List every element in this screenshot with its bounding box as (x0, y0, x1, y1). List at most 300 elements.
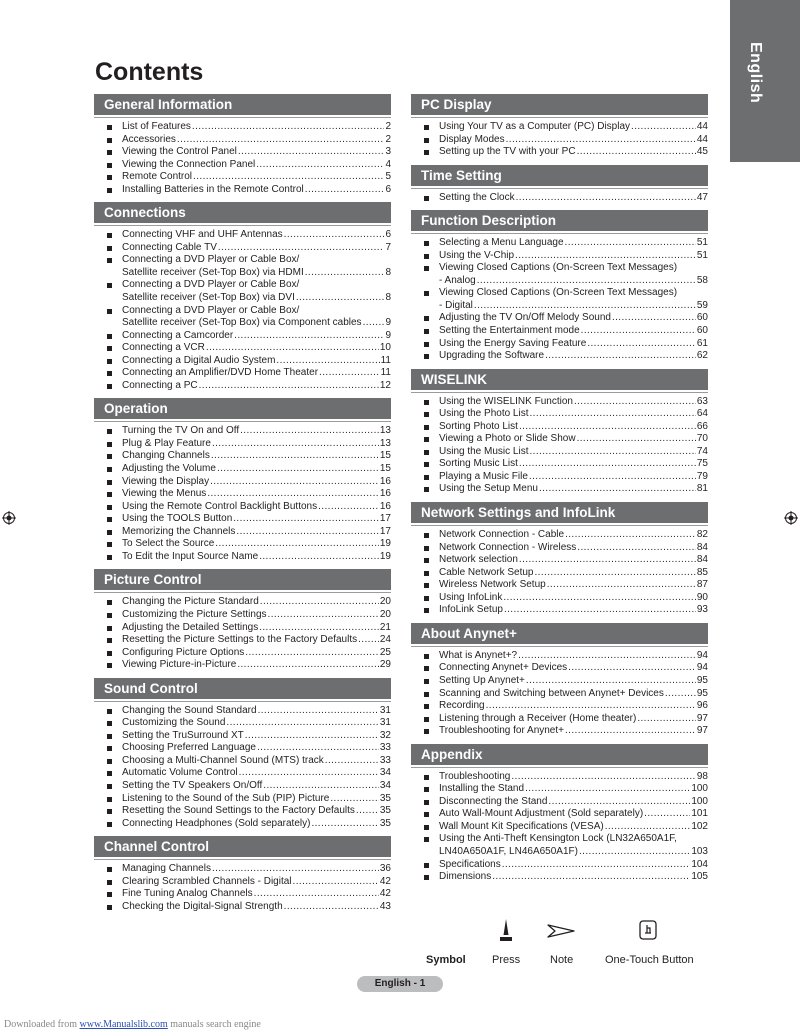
toc-entry-line (122, 134, 391, 147)
toc-page-number: 51 (696, 249, 708, 261)
toc-entry[interactable] (423, 650, 708, 663)
toc-entry-line (122, 330, 391, 343)
toc-entry[interactable] (423, 433, 708, 446)
dot-leader (545, 350, 696, 363)
toc-entry[interactable] (423, 725, 708, 738)
toc-entry-title: Remote Control (122, 171, 193, 183)
toc-page-number: 19 (379, 538, 391, 550)
toc-page-number: 100 (691, 783, 708, 795)
toc-entry[interactable] (423, 350, 708, 363)
toc-entry-line (122, 501, 391, 514)
section-sound-control (94, 678, 391, 830)
toc-page-number: 2 (385, 121, 391, 132)
toc-entry[interactable] (423, 262, 708, 287)
toc-entry-line (439, 662, 708, 675)
toc-entry-title: LN40A650A1F, LN46A650A1F) (439, 845, 578, 857)
manualslib-link[interactable]: www.Manualslib.com (79, 1019, 168, 1030)
toc-entry[interactable] (423, 421, 708, 434)
toc-page-number: 13 (379, 425, 391, 437)
toc-entry-title: Setting the Clock (439, 191, 515, 203)
toc-page-number: 94 (696, 662, 708, 674)
section-connections (94, 202, 391, 392)
toc-page-number: 31 (379, 717, 391, 729)
toc-entry[interactable] (423, 579, 708, 592)
toc-entry[interactable] (106, 609, 391, 622)
toc-entry[interactable] (106, 876, 391, 889)
toc-page-number: 9 (385, 317, 391, 329)
toc-page-number: 58 (696, 274, 708, 286)
toc-entry-title: Display Modes (439, 133, 505, 145)
toc-page-number: 44 (696, 133, 708, 145)
dot-leader (502, 859, 691, 872)
toc-entry[interactable] (106, 355, 391, 368)
dot-leader (539, 483, 696, 496)
toc-entry[interactable] (106, 305, 391, 330)
toc-entry[interactable] (423, 250, 708, 263)
toc-entry[interactable] (106, 596, 391, 609)
dot-leader (363, 317, 385, 330)
toc-entry-line (439, 237, 708, 250)
toc-entry-line (439, 808, 708, 821)
toc-entry-line (122, 622, 391, 635)
toc-entry[interactable] (106, 647, 391, 660)
section-pc-display (411, 94, 708, 159)
toc-entry-first-line: Using the Anti-Theft Kensington Lock (LN32A650A1F, (439, 833, 677, 845)
toc-page-number: 16 (379, 500, 391, 512)
toc-entry-line (122, 551, 391, 564)
toc-entry[interactable] (106, 476, 391, 489)
dot-leader (548, 796, 690, 809)
dot-leader (240, 425, 379, 438)
toc-entry-title: Viewing a Photo or Slide Show (439, 433, 576, 445)
toc-entry[interactable] (106, 526, 391, 539)
toc-page-number: 60 (696, 325, 708, 337)
toc-entry-title: Using the WISELINK Function (439, 395, 573, 407)
toc-entry[interactable] (423, 408, 708, 421)
toc-entry[interactable] (423, 446, 708, 459)
toc-entry[interactable] (423, 325, 708, 338)
toc-entry-line (122, 513, 391, 526)
toc-entry[interactable] (423, 713, 708, 726)
toc-page-number: 10 (379, 342, 391, 354)
toc-entry[interactable] (106, 793, 391, 806)
toc-entry[interactable] (106, 279, 391, 304)
dot-leader (256, 159, 384, 172)
toc-entry-title: - Analog (439, 274, 476, 286)
toc-entry-line (439, 871, 708, 884)
toc-entry[interactable] (423, 529, 708, 542)
dot-leader (245, 647, 379, 660)
dot-leader (587, 338, 696, 351)
toc-entry-title: Changing Channels (122, 450, 210, 462)
dot-leader (260, 596, 379, 609)
toc-entry[interactable] (423, 604, 708, 617)
dot-leader (206, 342, 379, 355)
toc-page-number: 8 (385, 292, 391, 304)
toc-page-number: 4 (385, 158, 391, 170)
toc-entry-line (122, 863, 391, 876)
toc-entry-line (122, 805, 391, 818)
dot-leader (529, 446, 695, 459)
toc-entry-line (122, 450, 391, 463)
dot-leader (525, 783, 690, 796)
toc-page-number: 20 (379, 596, 391, 608)
toc-page-number: 102 (691, 820, 708, 832)
toc-entry[interactable] (106, 380, 391, 393)
toc-entry[interactable] (423, 471, 708, 484)
toc-entry-title: Using the V-Chip (439, 249, 515, 261)
toc-entry-title: Choosing Preferred Language (122, 742, 256, 754)
dot-leader (644, 808, 690, 821)
toc-entry-title: Setting the Entertainment mode (439, 325, 580, 337)
toc-entry[interactable] (106, 622, 391, 635)
note-icon (547, 924, 575, 938)
toc-entry[interactable] (106, 901, 391, 914)
section-heading: Channel Control (94, 836, 391, 857)
dot-leader (511, 771, 696, 784)
toc-entry-line (122, 596, 391, 609)
toc-entry-line (439, 771, 708, 784)
toc-entry[interactable] (423, 783, 708, 796)
section-heading: Connections (94, 202, 391, 223)
toc-entry-title: Checking the Digital-Signal Strength (122, 900, 283, 912)
dot-leader (239, 767, 379, 780)
toc-entry-title: What is Anynet+? (439, 649, 518, 661)
toc-entry[interactable] (106, 501, 391, 514)
toc-page-number: 47 (696, 191, 708, 203)
toc-entry[interactable] (106, 755, 391, 768)
toc-entry-line (122, 634, 391, 647)
toc-entry[interactable] (106, 767, 391, 780)
toc-entry[interactable] (423, 700, 708, 713)
toc-entry-line (122, 767, 391, 780)
toc-page-number: 74 (696, 445, 708, 457)
toc-entry-title: Connecting Cable TV (122, 241, 217, 253)
toc-entry[interactable] (106, 242, 391, 255)
toc-entry[interactable] (423, 859, 708, 872)
toc-entry-line (122, 267, 391, 280)
toc-entry-line (122, 476, 391, 489)
section-operation (94, 398, 391, 563)
toc-entry[interactable] (423, 134, 708, 147)
toc-list (94, 863, 391, 913)
toc-list (411, 529, 708, 617)
toc-entry-title: Setting the TV Speakers On/Off (122, 779, 263, 791)
toc-entry[interactable] (106, 863, 391, 876)
toc-entry-line (439, 458, 708, 471)
dot-leader (259, 622, 379, 635)
toc-list (411, 237, 708, 362)
dot-leader (631, 121, 696, 134)
dot-leader (325, 755, 379, 768)
toc-entry-title: Installing Batteries in the Remote Control (122, 183, 304, 195)
toc-entry[interactable] (423, 808, 708, 821)
toc-entry-line (439, 554, 708, 567)
toc-entry[interactable] (423, 146, 708, 159)
toc-entry[interactable] (106, 551, 391, 564)
toc-entry[interactable] (423, 287, 708, 312)
toc-entry-title: Installing the Stand (439, 783, 525, 795)
toc-entry[interactable] (423, 833, 708, 858)
toc-page-number: 29 (379, 659, 391, 671)
toc-entry-line (122, 121, 391, 134)
toc-page-number: 20 (379, 608, 391, 620)
dot-leader (529, 471, 696, 484)
toc-entry-line (122, 538, 391, 551)
toc-entry-title: Resetting the Sound Settings to the Factory Defaults (122, 805, 355, 817)
dot-leader (199, 380, 379, 393)
toc-entry[interactable] (106, 805, 391, 818)
toc-entry[interactable] (423, 396, 708, 409)
toc-entry[interactable] (423, 121, 708, 134)
dot-leader (503, 592, 696, 605)
toc-entry-title: Selecting a Menu Language (439, 237, 564, 249)
toc-entry-title: Network Connection - Cable (439, 529, 565, 541)
dot-leader (212, 438, 379, 451)
toc-page-number: 12 (379, 379, 391, 391)
toc-entry[interactable] (106, 342, 391, 355)
toc-list (411, 396, 708, 496)
toc-entry-first-line: Connecting a DVD Player or Cable Box/ (122, 279, 300, 291)
toc-entry[interactable] (106, 450, 391, 463)
dot-leader (284, 229, 385, 242)
toc-entry[interactable] (106, 438, 391, 451)
dot-leader (207, 488, 379, 501)
toc-entry[interactable] (106, 121, 391, 134)
toc-entry-line (439, 688, 708, 701)
toc-entry-line (439, 338, 708, 351)
toc-entry-title: Troubleshooting for Anynet+ (439, 725, 564, 737)
dot-leader (519, 458, 696, 471)
toc-entry-title: Setting the TruSurround XT (122, 729, 244, 741)
section-heading: Network Settings and InfoLink (411, 502, 708, 523)
toc-entry[interactable] (106, 634, 391, 647)
toc-entry[interactable] (106, 717, 391, 730)
toc-entry-title: List of Features (122, 121, 191, 132)
dot-leader (330, 793, 379, 806)
toc-list (411, 650, 708, 738)
dot-leader (234, 330, 384, 343)
toc-entry-title: Playing a Music File (439, 470, 528, 482)
toc-entry[interactable] (423, 871, 708, 884)
dot-leader (296, 292, 385, 305)
toc-entry-line (122, 463, 391, 476)
toc-entry-title: Memorizing the Channels (122, 525, 236, 537)
toc-entry[interactable] (106, 134, 391, 147)
dot-leader (258, 705, 379, 718)
toc-entry[interactable] (106, 705, 391, 718)
toc-entry[interactable] (423, 771, 708, 784)
toc-entry[interactable] (106, 425, 391, 438)
section-heading: WISELINK (411, 369, 708, 390)
toc-entry[interactable] (106, 659, 391, 672)
dot-leader (268, 609, 379, 622)
toc-entry-line (439, 471, 708, 484)
toc-entry[interactable] (423, 192, 708, 205)
toc-entry-title: Connecting a PC (122, 379, 198, 391)
toc-list (411, 771, 708, 884)
right-column (411, 94, 708, 890)
toc-entry[interactable] (423, 662, 708, 675)
toc-entry[interactable] (106, 171, 391, 184)
toc-entry[interactable] (423, 483, 708, 496)
dot-leader (237, 659, 379, 672)
legend-one-touch-label: One-Touch Button (605, 954, 694, 966)
toc-entry-title: Viewing the Connection Panel (122, 158, 256, 170)
toc-entry[interactable] (423, 688, 708, 701)
toc-entry[interactable] (106, 513, 391, 526)
toc-entry[interactable] (423, 592, 708, 605)
toc-entry-title: Satellite receiver (Set-Top Box) via Component cables (122, 317, 362, 329)
dot-leader (504, 604, 696, 617)
toc-entry-title: Accessories (122, 133, 176, 145)
toc-entry[interactable] (106, 184, 391, 197)
dot-leader (612, 312, 696, 325)
toc-page-number: 66 (696, 420, 708, 432)
toc-entry[interactable] (106, 463, 391, 476)
toc-entry[interactable] (423, 675, 708, 688)
dot-leader (506, 134, 696, 147)
registration-mark-left-icon (2, 511, 16, 525)
toc-entry[interactable] (106, 159, 391, 172)
toc-list (94, 425, 391, 563)
toc-entry-title: Customizing the Sound (122, 717, 226, 729)
toc-page-number: 45 (696, 146, 708, 158)
dot-leader (515, 250, 696, 263)
dot-leader (259, 551, 379, 564)
toc-entry-title: Using the Energy Saving Feature (439, 337, 587, 349)
toc-entry-line (439, 396, 708, 409)
toc-page-number: 7 (385, 241, 391, 253)
dot-leader (233, 513, 379, 526)
toc-entry[interactable] (106, 780, 391, 793)
section-heading: Time Setting (411, 165, 708, 186)
toc-entry-title: Viewing Picture-in-Picture (122, 659, 237, 671)
toc-entry-line (122, 317, 391, 330)
toc-entry[interactable] (106, 742, 391, 755)
toc-entry[interactable] (106, 367, 391, 380)
toc-entry-title: Customizing the Picture Settings (122, 608, 267, 620)
dot-leader (477, 275, 696, 288)
toc-entry-line (122, 380, 391, 393)
download-note (4, 1019, 261, 1030)
toc-page-number: 59 (696, 299, 708, 311)
toc-entry[interactable] (106, 229, 391, 242)
section-heading: About Anynet+ (411, 623, 708, 644)
dot-leader (605, 821, 691, 834)
dot-leader (218, 242, 385, 255)
toc-entry-title: To Select the Source (122, 538, 215, 550)
toc-page-number: 35 (379, 817, 391, 829)
toc-page-number: 17 (379, 513, 391, 525)
toc-entry-first-line: Connecting a DVD Player or Cable Box/ (122, 304, 300, 316)
section-appendix (411, 744, 708, 884)
toc-entry[interactable] (423, 312, 708, 325)
toc-page-number: 79 (696, 470, 708, 482)
toc-entry-line (122, 818, 391, 831)
toc-entry[interactable] (106, 254, 391, 279)
toc-entry-line (122, 488, 391, 501)
toc-entry[interactable] (423, 458, 708, 471)
language-tab (730, 0, 800, 162)
toc-page-number: 43 (379, 900, 391, 912)
toc-entry-line (439, 542, 708, 555)
toc-entry-title: To Edit the Input Source Name (122, 550, 259, 562)
toc-entry-title: Connecting a VCR (122, 342, 205, 354)
toc-entry[interactable] (423, 554, 708, 567)
toc-entry-line (122, 755, 391, 768)
toc-entry-line (122, 159, 391, 172)
toc-entry-title: Using the Music List (439, 445, 529, 457)
section-network-settings-and-infolink (411, 502, 708, 617)
toc-list (94, 121, 391, 196)
toc-page-number: 103 (691, 845, 708, 857)
section-general-information (94, 94, 391, 196)
toc-entry[interactable] (106, 730, 391, 743)
toc-entry[interactable] (106, 330, 391, 343)
toc-entry-title: Using the Remote Control Backlight Buttons (122, 500, 318, 512)
dot-leader (518, 650, 696, 663)
toc-entry[interactable] (106, 146, 391, 159)
toc-entry[interactable] (423, 338, 708, 351)
toc-entry-line (122, 184, 391, 197)
section-heading: Picture Control (94, 569, 391, 590)
dot-leader (577, 146, 696, 159)
language-tab-label: English (747, 42, 764, 104)
toc-page-number: 101 (691, 808, 708, 820)
toc-page-number: 35 (379, 792, 391, 804)
toc-entry[interactable] (423, 821, 708, 834)
toc-entry-line (122, 229, 391, 242)
toc-page-number: 42 (379, 875, 391, 887)
toc-entry-first-line: Viewing Closed Captions (On-Screen Text Messages) (439, 262, 678, 274)
toc-entry[interactable] (106, 488, 391, 501)
toc-entry[interactable] (423, 542, 708, 555)
toc-entry[interactable] (106, 538, 391, 551)
toc-entry[interactable] (423, 796, 708, 809)
toc-entry-title: Upgrading the Software (439, 350, 545, 362)
dot-leader (236, 526, 378, 539)
toc-entry-title: Specifications (439, 858, 501, 870)
toc-page-number: 17 (379, 525, 391, 537)
toc-page-number: 93 (696, 604, 708, 616)
toc-entry-title: Viewing the Display (122, 475, 210, 487)
toc-entry-title: Choosing a Multi-Channel Sound (MTS) track (122, 754, 324, 766)
toc-entry[interactable] (423, 237, 708, 250)
dot-leader (519, 554, 696, 567)
toc-entry[interactable] (106, 888, 391, 901)
toc-entry-title: InfoLink Setup (439, 604, 503, 616)
toc-entry-line (439, 783, 708, 796)
section-heading: General Information (94, 94, 391, 115)
dot-leader (568, 662, 696, 675)
toc-entry-line (439, 300, 708, 313)
toc-entry-line (122, 901, 391, 914)
toc-entry-title: Using the TOOLS Button (122, 513, 233, 525)
toc-entry[interactable] (106, 818, 391, 831)
toc-entry-title: Listening through a Receiver (Home theater) (439, 712, 637, 724)
toc-entry-title: Configuring Picture Options (122, 646, 245, 658)
toc-page-number: 24 (379, 634, 391, 646)
section-function-description (411, 210, 708, 362)
dot-leader (212, 863, 379, 876)
toc-page-number: 70 (696, 433, 708, 445)
toc-entry[interactable] (423, 567, 708, 580)
toc-entry-title: Setting Up Anynet+ (439, 674, 525, 686)
registration-mark-right-icon (784, 511, 798, 525)
toc-entry-line (122, 438, 391, 451)
toc-entry-line (122, 659, 391, 672)
